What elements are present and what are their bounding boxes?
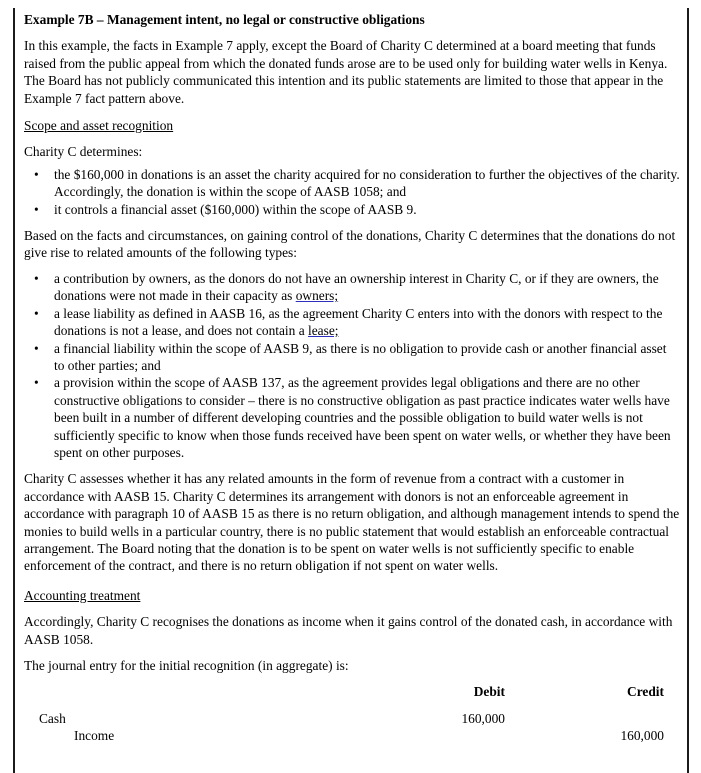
- determines-lead: Charity C determines:: [24, 144, 143, 160]
- related-bullet-list: [24, 270, 680, 461]
- bullet-text: [54, 305, 680, 340]
- example-title: Example 7B – Management intent, no legal or constructive obligations: [24, 12, 425, 27]
- journal-lead: The journal entry for the initial recognition (in aggregate) is:: [24, 658, 349, 673]
- bullet-icon: •: [34, 201, 39, 217]
- bullet-item: [24, 201, 680, 218]
- bullet-item: [24, 340, 680, 375]
- journal-header-spacer: [24, 683, 355, 700]
- related-amounts-lead: Based on the facts and circumstances, on gaining control of the donations, Charity C determines that the donations do not give rise to related amounts of the following types:: [24, 228, 676, 261]
- account-cell: Income: [74, 728, 115, 744]
- bullet-item: [24, 374, 680, 461]
- journal-header-row: [24, 683, 680, 700]
- journal-table: [24, 683, 680, 744]
- bullet-text-pre: a lease liability as defined in AASB 16, as the agreement Charity C enters into with the donors with respect to the donations is not a lease, and does not contain a: [54, 305, 663, 339]
- scope-bullet-list: [24, 166, 680, 218]
- bullet-text-pre: a contribution by owners, as the donors do not have an ownership interest in Charity C, or if they are owners, the donations were not made in their capacity as: [54, 270, 659, 304]
- bullet-icon: •: [34, 166, 39, 182]
- debit-cell: [355, 727, 505, 744]
- example-box: [13, 8, 689, 773]
- account-cell: Cash: [39, 710, 66, 726]
- credit-cell: 160,000: [620, 728, 664, 744]
- accounting-treatment-heading: Accounting treatment: [24, 587, 141, 603]
- bullet-text: a provision within the scope of AASB 137, as the agreement provides legal obligations and there are no other constructive obligations to consider – there is no constructive obligation as past practice indicates water wells have been built in a number of different developing countries and the possible obligation to build water wells is not sufficiently specific to know when those funds received have been spent on water wells, or whether they have been spent on other purposes.: [54, 375, 671, 460]
- bullet-text: the $160,000 in donations is an asset the charity acquired for no consideration to further the objectives of the charity. Accordingly, the donation is within the scope of AASB 1058; and: [54, 166, 680, 200]
- bullet-item: [24, 166, 680, 201]
- debit-header: Debit: [473, 684, 505, 700]
- inserted-text: lease;: [308, 323, 339, 339]
- credit-header: Credit: [627, 684, 664, 700]
- intro-paragraph: In this example, the facts in Example 7 apply, except the Board of Charity C determined at a board meeting that funds raised from the public appeal from which the donated funds arose are to be used only for building water wells in Kenya. The Board has not publicly communicated this intention and its public statements are limited to those that appear in the Example 7 fact pattern above.: [24, 38, 668, 106]
- bullet-icon: •: [34, 375, 39, 391]
- bullet-text: [54, 270, 680, 305]
- bullet-icon: •: [34, 340, 39, 356]
- bullet-icon: •: [34, 270, 39, 286]
- bullet-text: a financial liability within the scope of AASB 9, as there is no obligation to provide cash or another financial asset to other parties; and: [54, 340, 667, 373]
- inserted-text: owners;: [295, 288, 339, 304]
- credit-cell: [505, 710, 680, 727]
- scope-heading: Scope and asset recognition: [24, 118, 174, 134]
- bullet-icon: •: [34, 305, 39, 321]
- bullet-item: [24, 305, 680, 340]
- bullet-item: [24, 270, 680, 305]
- accounting-paragraph: Accordingly, Charity C recognises the donations as income when it gains control of the donated cash, in accordance with AASB 1058.: [24, 614, 673, 647]
- journal-row-cash: [24, 710, 680, 727]
- aasb15-paragraph: Charity C assesses whether it has any related amounts in the form of revenue from a contract with a customer in accordance with AASB 15. Charity C determines its arrangement with donors is not an enforceable agreement in accordance with paragraph 10 of AASB 15 as there is no return obligation, and although management intends to spend the monies to build wells in a particular country, there is no public statement that would establish an enforceable contractual arrangement. The Board noting that the donation is to be spent on water wells is not sufficiently specific to enable enforcement of the contract, and there is no return obligation if not spent on water wells.: [24, 471, 680, 574]
- bullet-text: it controls a financial asset ($160,000) within the scope of AASB 9.: [54, 201, 417, 217]
- journal-row-income: [24, 727, 680, 744]
- debit-cell: 160,000: [461, 710, 505, 726]
